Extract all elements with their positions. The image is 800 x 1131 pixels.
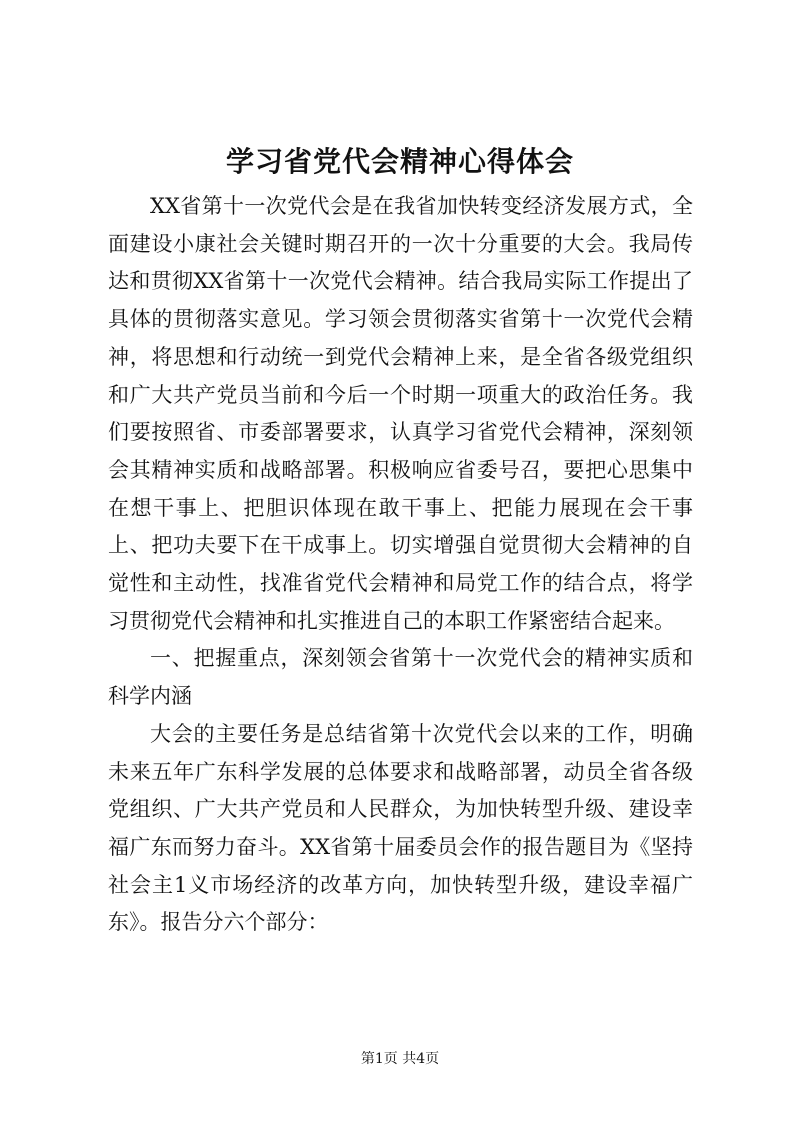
- document-body: [108, 188, 693, 942]
- page-number-footer: 第1页 共4页: [360, 1051, 440, 1067]
- paragraph-tasks: 大会的主要任务是总结省第十次党代会以来的工作，明确未来五年广东科学发展的总体要求和战略部署，动员全省各级党组织、广大共产党员和人民群众，为加快转型升级、建设幸福广东而努力奋斗。XX省第十届委员会作的报告题目为《坚持社会主1义市场经济的改革方向，加快转型升级，建设幸福广东》。报告分六个部分：: [108, 721, 693, 935]
- section-heading-1: 一、把握重点，深刻领会省第十一次党代会的精神实质和科学内涵: [108, 646, 693, 709]
- paragraph-intro: XX省第十一次党代会是在我省加快转变经济发展方式，全面建设小康社会关键时期召开的一次十分重要的大会。我局传达和贯彻XX省第十一次党代会精神。结合我局实际工作提出了具体的贯彻落实意见。学习领会贯彻落实省第十一次党代会精神，将思想和行动统一到党代会精神上来，是全省各级党组织和广大共产党员当前和今后一个时期一项重大的政治任务。我们要按照省、市委部署要求，认真学习省党代会精神，深刻领会其精神实质和战略部署。积极响应省委号召，要把心思集中在想干事上、把胆识体现在敢干事上、把能力展现在会干事上、把功夫要下在干成事上。切实增强自觉贯彻大会精神的自觉性和主动性，找准省党代会精神和局党工作的结合点，将学习贯彻党代会精神和扎实推进自己的本职工作紧密结合起来。: [108, 194, 693, 633]
- document-title: 学习省党代会精神心得体会: [225, 145, 574, 178]
